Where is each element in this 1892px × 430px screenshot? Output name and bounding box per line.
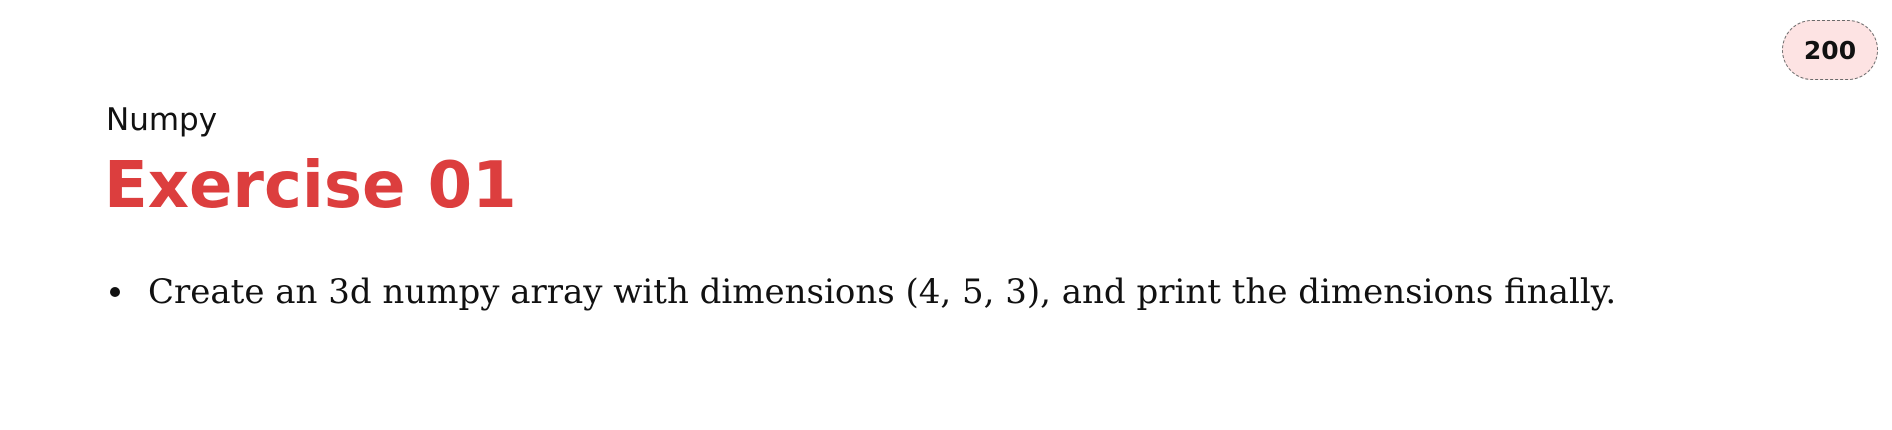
instruction-text: Create an 3d numpy array with dimensions (4, 5, 3), and print the dimensions finally. [148,272,1617,312]
section-subtitle: Numpy [106,102,218,138]
page-number-badge: 200 [1782,20,1878,80]
list-item [110,272,1616,312]
bullet-icon [110,287,120,297]
instruction-list [110,272,1616,312]
exercise-title: Exercise 01 [104,149,517,223]
